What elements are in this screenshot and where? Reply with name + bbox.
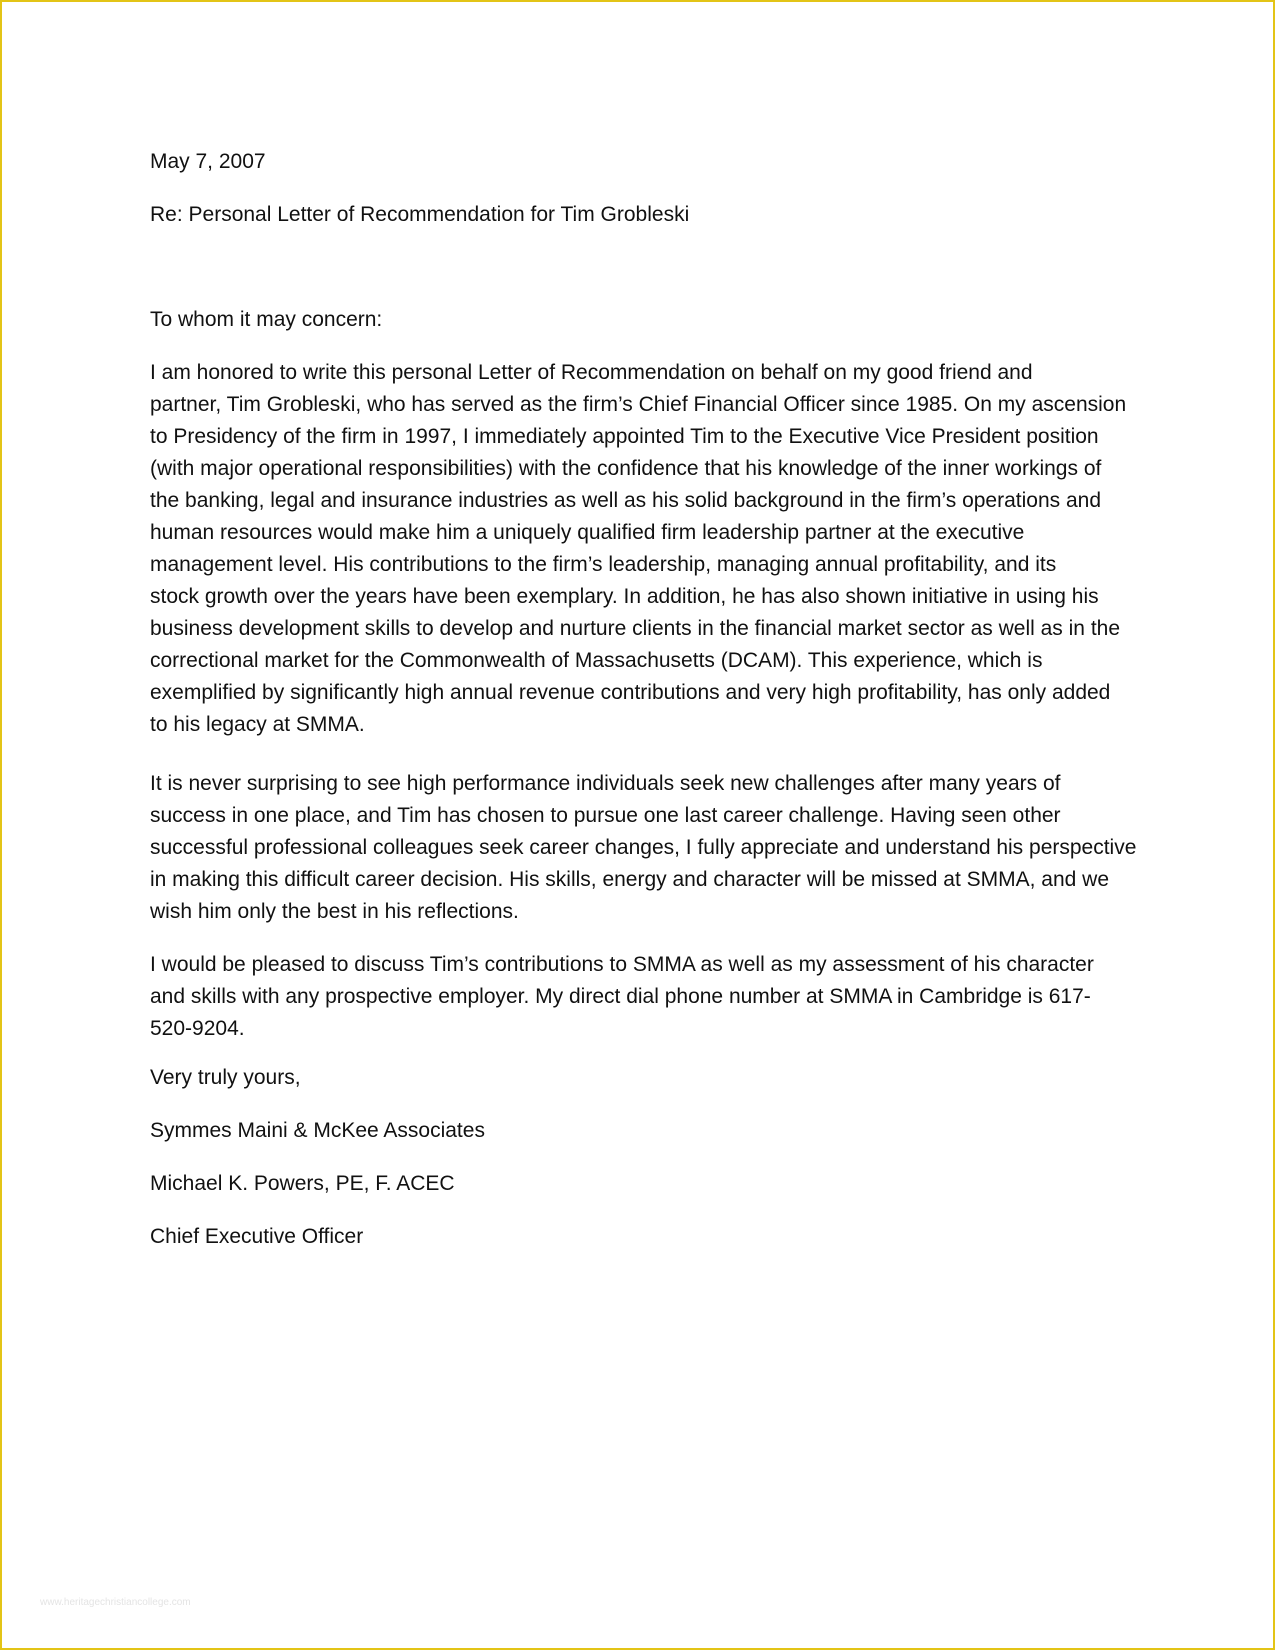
firm-name: Symmes Maini & McKee Associates	[150, 1119, 485, 1142]
paragraph-line: I would be pleased to discuss Tim’s contributions to SMMA as well as my assessment of his character	[150, 953, 1094, 976]
paragraph-line: wish him only the best in his reflections.	[150, 900, 519, 923]
paragraph-1	[150, 357, 1126, 741]
paragraph-line: correctional market for the Commonwealth of Massachusetts (DCAM). This experience, which is	[150, 649, 1043, 672]
closing: Very truly yours,	[150, 1066, 301, 1089]
paragraph-line: successful professional colleagues seek career changes, I fully appreciate and understand his perspective	[150, 836, 1137, 859]
subject-line: Re: Personal Letter of Recommendation for Tim Grobleski	[150, 203, 690, 226]
letter-date: May 7, 2007	[150, 150, 266, 173]
salutation: To whom it may concern:	[150, 308, 383, 331]
paragraph-line: It is never surprising to see high performance individuals seek new challenges after many years of	[150, 772, 1061, 795]
paragraph-line: success in one place, and Tim has chosen to pursue one last career challenge. Having seen other	[150, 804, 1061, 827]
paragraph-line: business development skills to develop and nurture clients in the financial market sector as well as in the	[150, 617, 1121, 640]
paragraph-line: to Presidency of the firm in 1997, I immediately appointed Tim to the Executive Vice President position	[150, 425, 1099, 448]
paragraph-line: I am honored to write this personal Letter of Recommendation on behalf on my good friend and	[150, 361, 1033, 384]
paragraph-3	[150, 949, 1094, 1045]
signer-name: Michael K. Powers, PE, F. ACEC	[150, 1172, 455, 1195]
paragraph-line: in making this difficult career decision. His skills, energy and character will be missed at SMMA, and we	[150, 868, 1110, 891]
paragraph-line: stock growth over the years have been exemplary. In addition, he has also shown initiative in using his	[150, 585, 1099, 608]
paragraph-line: exemplified by significantly high annual revenue contributions and very high profitability, has only added	[150, 681, 1111, 704]
paragraph-line: (with major operational responsibilities) with the confidence that his knowledge of the inner workings of	[150, 457, 1102, 480]
signer-title: Chief Executive Officer	[150, 1225, 364, 1248]
paragraph-line: management level. His contributions to the firm’s leadership, managing annual profitability, and its	[150, 553, 1057, 576]
paragraph-line: 520-9204.	[150, 1017, 245, 1040]
paragraph-line: and skills with any prospective employer. My direct dial phone number at SMMA in Cambridge is 617-	[150, 985, 1091, 1008]
paragraph-line: to his legacy at SMMA.	[150, 713, 365, 736]
paragraph-line: partner, Tim Grobleski, who has served as the firm’s Chief Financial Officer since 1985. On my ascension	[150, 393, 1127, 416]
paragraph-line: human resources would make him a uniquely qualified firm leadership partner at the executive	[150, 521, 1025, 544]
watermark: www.heritagechristiancollege.com	[40, 1597, 191, 1608]
paragraph-2	[150, 768, 1136, 928]
paragraph-line: the banking, legal and insurance industries as well as his solid background in the firm’s operations and	[150, 489, 1102, 512]
